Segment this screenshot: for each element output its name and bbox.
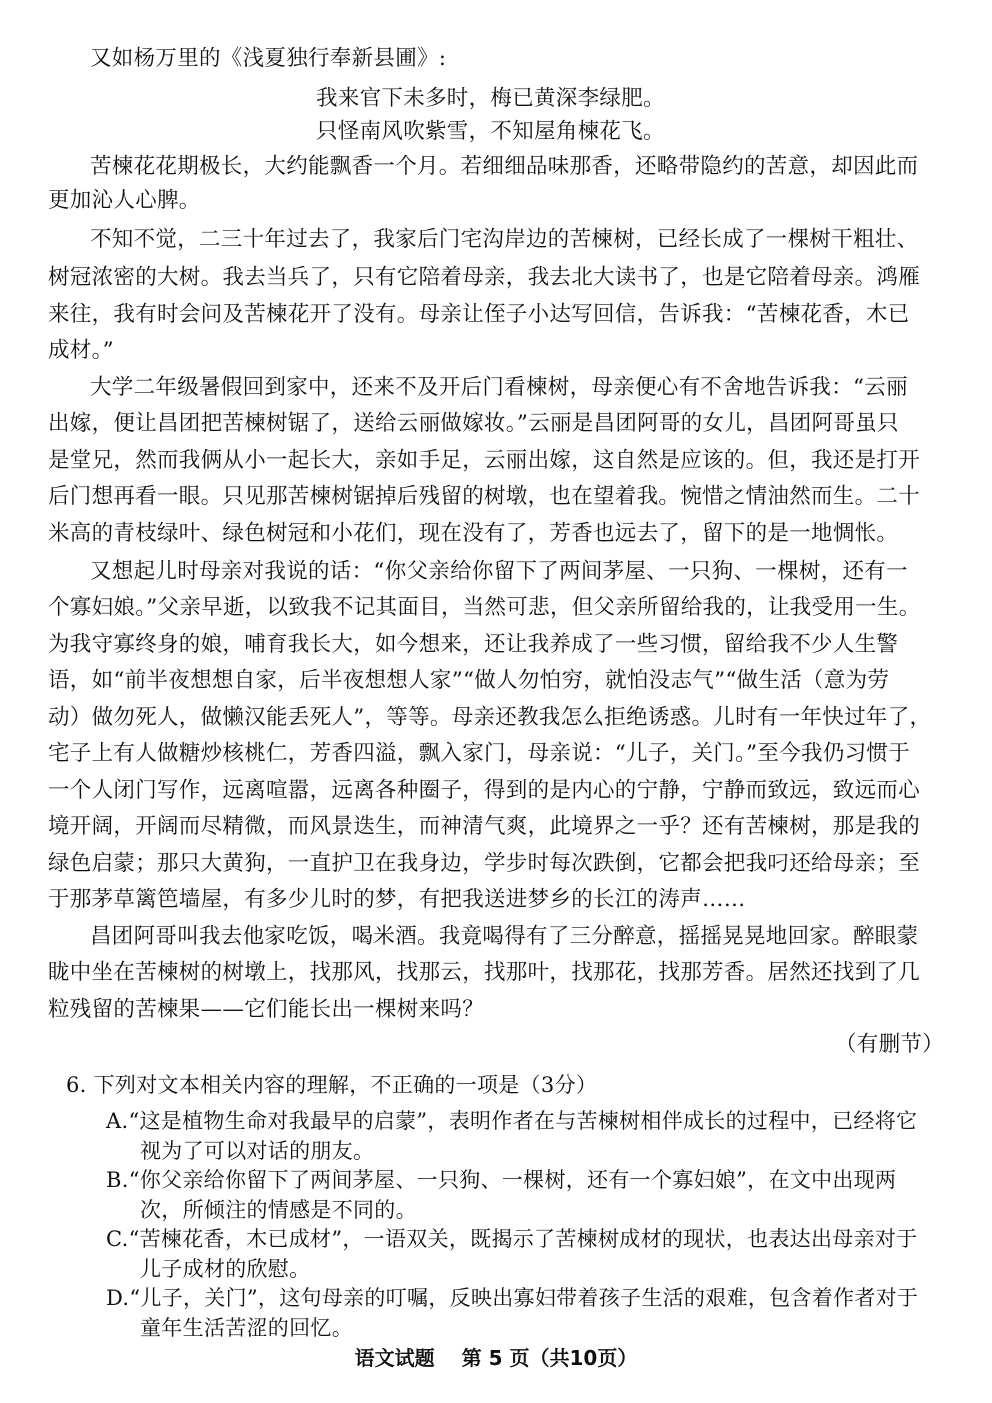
option-d-continued: 童年生活苦涩的回忆。 [140, 1315, 353, 1340]
footer-subject: 语文试题 [354, 1346, 435, 1370]
passage-line: 粒残留的苦楝果——它们能长出一棵树来吗？ [48, 997, 485, 1022]
passage-line: 宅子上有人做糖炒核桃仁，芳香四溢，飘入家门，母亲说：“儿子，关门。”至今我仍习惯于 [48, 741, 911, 766]
option-b: B.“你父亲给你留下了两间茅屋、一只狗、一棵树，还有一个寡妇娘”，在文中出现两 [106, 1168, 897, 1192]
passage-line: 又如杨万里的《浅夏独行奉新县圃》: [90, 46, 447, 71]
poem-line: 只怪南风吹紫雪，不知屋角楝花飞。 [316, 119, 665, 144]
question-stem: 6. 下列对文本相关内容的理解，不正确的一项是（3分） [66, 1073, 598, 1097]
passage-line: 树冠浓密的大树。我去当兵了，只有它陪着母亲，我去北大读书了，也是它陪着母亲。鸿雁 [48, 265, 921, 290]
passage-line: 来往，我有时会问及苦楝花开了没有。母亲让侄子小达写回信，告诉我：“苦楝花香，木已 [48, 302, 910, 327]
passage-line: 于那茅草篱笆墙屋，有多少儿时的梦，有把我送进梦乡的长江的涛声…… [48, 887, 746, 912]
passage-line: 苦楝花花期极长，大约能飘香一个月。若细细品味那香，还略带隐约的苦意，却因此而 [90, 154, 919, 179]
passage-line: 语，如“前半夜想想自家，后半夜想想人家”“做人勿怕穷，就怕没志气”“做生活（意为劳 [48, 668, 890, 693]
passage-line: 动）做勿死人，做懒汉能丢死人”，等等。母亲还教我怎么拒绝诱惑。儿时有一年快过年了， [48, 705, 932, 730]
passage-line: 大学二年级暑假回到家中，还来不及开后门看楝树，母亲便心有不舍地告诉我：“云丽 [90, 375, 908, 400]
passage-line: 后门想再看一眼。只见那苦楝树锯掉后残留的树墩，也在望着我。惋惜之情油然而生。二十 [48, 484, 921, 509]
passage-line: 米高的青枝绿叶、绿色树冠和小花们，现在没有了，芳香也远去了，留下的是一地惆怅。 [48, 521, 899, 546]
option-d: D.“儿子，关门”，这句母亲的叮嘱，反映出寡妇带着孩子生活的艰难，包含着作者对于 [106, 1286, 919, 1310]
footer-page-number: 第 5 页（共10页） [461, 1346, 638, 1370]
passage-line: 绿色启蒙；那只大黄狗，一直护卫在我身边，学步时每次跌倒，它都会把我叼还给母亲；至 [48, 851, 921, 876]
passage-line: 不知不觉，二三十年过去了，我家后门宅沟岸边的苦楝树，已经长成了一棵树干粗壮、 [90, 227, 919, 252]
option-c: C.“苦楝花香，木已成材”，一语双关，既揭示了苦楝树成材的现状，也表达出母亲对于 [106, 1227, 918, 1251]
passage-line: 出嫁，便让昌团把苦楝树锯了，送给云丽做嫁妆。”云丽是昌团阿哥的女儿，昌团阿哥虽只 [48, 411, 899, 436]
page-footer [0, 1344, 992, 1372]
passage-line: 昌团阿哥叫我去他家吃饭，喝米酒。我竟喝得有了三分醉意，摇摇晃晃地回家。醉眼蒙 [90, 924, 919, 949]
passage-line: 一个人闭门写作，远离喧嚣，远离各种圈子，得到的是内心的宁静，宁静而致远，致远而心 [48, 778, 921, 803]
poem-line: 我来官下未多时，梅已黄深李绿肥。 [316, 86, 665, 111]
passage-line: 更加沁人心脾。 [48, 188, 201, 213]
passage-line: 是堂兄，然而我俩从小一起长大，亲如手足，云丽出嫁，这自然是应该的。但，我还是打开 [48, 448, 921, 473]
option-a-continued: 视为了可以对话的朋友。 [140, 1138, 375, 1163]
passage-line: 为我守寡终身的娘，哺育我长大，如今想来，还让我养成了一些习惯，留给我不少人生警 [48, 632, 899, 657]
source-note: （有删节） [834, 1032, 944, 1057]
passage-line: 眬中坐在苦楝树的树墩上，找那风，找那云，找那叶，找那花，找那芳香。居然还找到了几 [48, 960, 921, 985]
passage-line: 又想起儿时母亲对我说的话：“你父亲给你留下了两间茅屋、一只狗、一棵树，还有一 [90, 559, 908, 584]
passage-line: 成材。” [48, 338, 114, 363]
option-c-continued: 儿子成材的欣慰。 [140, 1256, 311, 1281]
option-b-continued: 次，所倾注的情感是不同的。 [140, 1197, 417, 1222]
passage-line: 境开阔，开阔而尽精微，而风景迭生，而神清气爽，此境界之一乎？还有苦楝树，那是我的 [48, 814, 921, 839]
passage-line: 个寡妇娘。”父亲早逝，以致我不记其面目，当然可悲，但父亲所留给我的，让我受用一生。 [48, 595, 921, 620]
option-a: A.“这是植物生命对我最早的启蒙”，表明作者在与苦楝树相伴成长的过程中，已经将它 [106, 1109, 918, 1133]
